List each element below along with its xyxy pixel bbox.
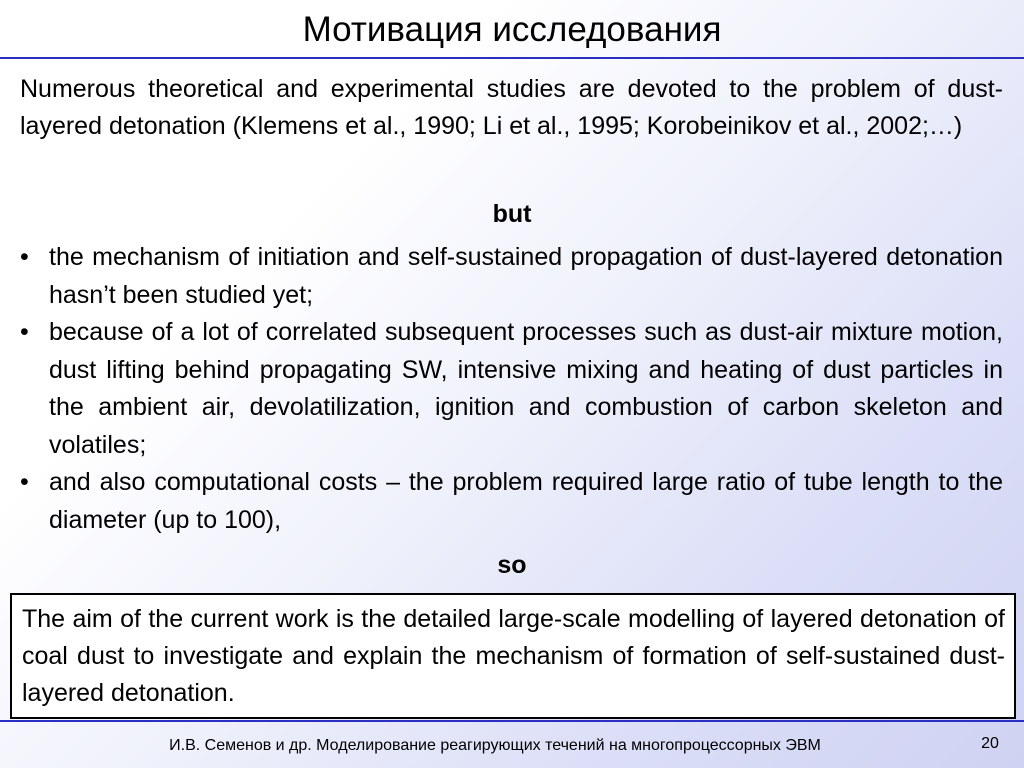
bullet-glyph: • — [20, 243, 29, 271]
bullet-text: because of a lot of correlated subsequent processes such as dust-air mixture motion, dust lifting behind propagating SW, intensive mixing and heating of dust particles in the ambient air, devolatilization, ignition and combustion of carbon skeleton and volatiles; — [49, 318, 1003, 459]
page-number: 20 — [981, 735, 999, 752]
bullet-glyph: • — [20, 468, 29, 496]
bullet-text: and also computational costs – the problem required large ratio of tube length to the diameter (up to 100), — [49, 468, 1003, 534]
bullet-list — [20, 239, 1003, 539]
bullet-item — [20, 314, 1003, 464]
footer-text: И.В. Семенов и др. Моделирование реагирующих течений на многопроцессорных ЭВМ — [169, 737, 821, 754]
but-connector: but — [492, 200, 532, 228]
bullet-glyph: • — [20, 318, 29, 346]
intro-paragraph: Numerous theoretical and experimental studies are devoted to the problem of dust-layered detonation (Klemens et al., 1990; Li et al., 1995; Korobeinikov et al., 2002;…) — [20, 75, 1003, 140]
bullet-item — [20, 464, 1003, 539]
aim-box — [10, 593, 1016, 719]
slide-title: Мотивация исследования — [302, 10, 722, 49]
so-connector: so — [497, 551, 527, 579]
bullet-text: the mechanism of initiation and self-sustained propagation of dust-layered detonation hasn’t been studied yet; — [49, 243, 1003, 309]
footer-divider — [0, 720, 1024, 722]
bullet-item — [20, 239, 1003, 314]
aim-text: The aim of the current work is the detailed large-scale modelling of layered detonation of coal dust to investigate and explain the mechanism of formation of self-sustained dust-layered detonation. — [22, 605, 1005, 707]
title-divider — [0, 57, 1024, 59]
